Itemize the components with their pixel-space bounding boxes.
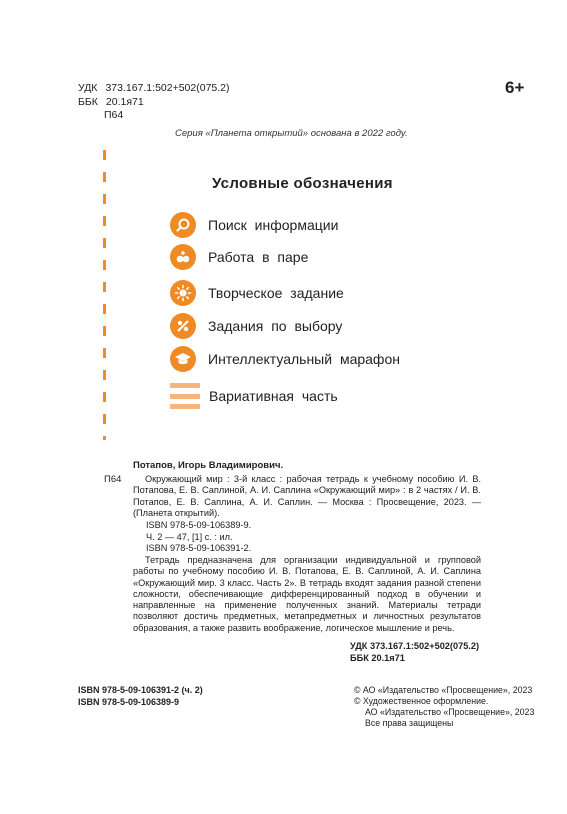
part-pages: Ч. 2 — 47, [1] с. : ил. — [146, 531, 233, 542]
classification-codes — [350, 641, 479, 664]
legend-label: Работа в паре — [208, 249, 309, 265]
legend-item-creative — [170, 280, 344, 306]
graduation-cap-icon — [170, 346, 196, 372]
bbk-bottom: ББК 20.1я71 — [350, 652, 405, 663]
legend-label: Задания по выбору — [208, 318, 343, 334]
legend-item-search — [170, 212, 338, 238]
bbk-label: ББК — [78, 96, 98, 108]
legend-label: Интеллектуальный марафон — [208, 351, 400, 367]
annotation: Тетрадь предназначена для организации индивидуальной и групповой работы по учебному пособию И. В. Потапова, Е. В. Саплиной, А. И. Саплина «Окружающий мир. 3 класс. Часть 2». В тетрадь входят задания разной степени сложности, обеспечивающие дифференцированный подход в обучении и направленные на применение полученных знаний. Материалы тетради позволяют достичь предметных, метапредметных и личностных результатов образования, а также развить воображение, логическое мышление и речь. — [133, 555, 481, 633]
legend-label: Поиск информации — [208, 217, 339, 233]
sun-creative-icon — [170, 280, 196, 306]
copyright-block — [354, 685, 534, 729]
legend-item-variative — [170, 383, 338, 409]
legend-item-choice — [170, 313, 342, 339]
copyright-line: АО «Издательство «Просвещение», 2023 — [365, 707, 535, 717]
pair-work-icon — [170, 244, 196, 270]
legend-item-pair — [170, 244, 308, 270]
udk-bottom: УДК 373.167.1:502+502(075.2) — [350, 641, 480, 651]
stripes-icon — [170, 383, 200, 409]
choice-icon — [170, 313, 196, 339]
isbn-part: ISBN 978-5-09-106391-2. — [146, 543, 252, 553]
bibliographic-description: Окружающий мир : 3-й класс : рабочая тетрадь к учебному пособию И. В. Потапова, Е. В. Саплиной, А. И. Саплина «Окружающий мир» : в 2 частях / И. В. Потапов, Е. В. Саплина, А. И. Саплин. — Москва : Просвещение, 2023. — (Планета открытий). — [133, 474, 481, 518]
udk-bbk-block — [78, 81, 230, 109]
isbn-all: ISBN 978-5-09-106389-9 — [78, 696, 180, 707]
age-rating: 6+ — [505, 78, 525, 97]
rights-reserved: Все права защищены — [365, 718, 454, 728]
isbn-main: ISBN 978-5-09-106389-9. — [146, 520, 252, 530]
series-note: Серия «Планета открытий» основана в 2022 году. — [175, 128, 408, 139]
udk-label: УДК — [78, 82, 98, 94]
dashed-divider — [103, 150, 106, 440]
copyright-line: © Художественное оформление. — [354, 696, 489, 706]
footer-isbn — [78, 685, 203, 708]
bbk-code: 20.1я71 — [105, 96, 144, 108]
udk-code: 373.167.1:502+502(075.2) — [105, 82, 230, 94]
legend-title: Условные обозначения — [212, 175, 393, 192]
legend-label: Творческое задание — [208, 285, 344, 301]
author-index: П64 — [104, 474, 122, 485]
author-index-top: П64 — [104, 109, 124, 121]
legend-item-marathon — [170, 346, 400, 372]
copyright-line: © АО «Издательство «Просвещение», 2023 — [354, 685, 533, 695]
legend-label: Вариативная часть — [209, 388, 338, 404]
isbn-part2: ISBN 978-5-09-106391-2 (ч. 2) — [78, 685, 203, 695]
magnifier-icon — [170, 212, 196, 238]
author-name: Потапов, Игорь Владимирович. — [133, 460, 284, 471]
